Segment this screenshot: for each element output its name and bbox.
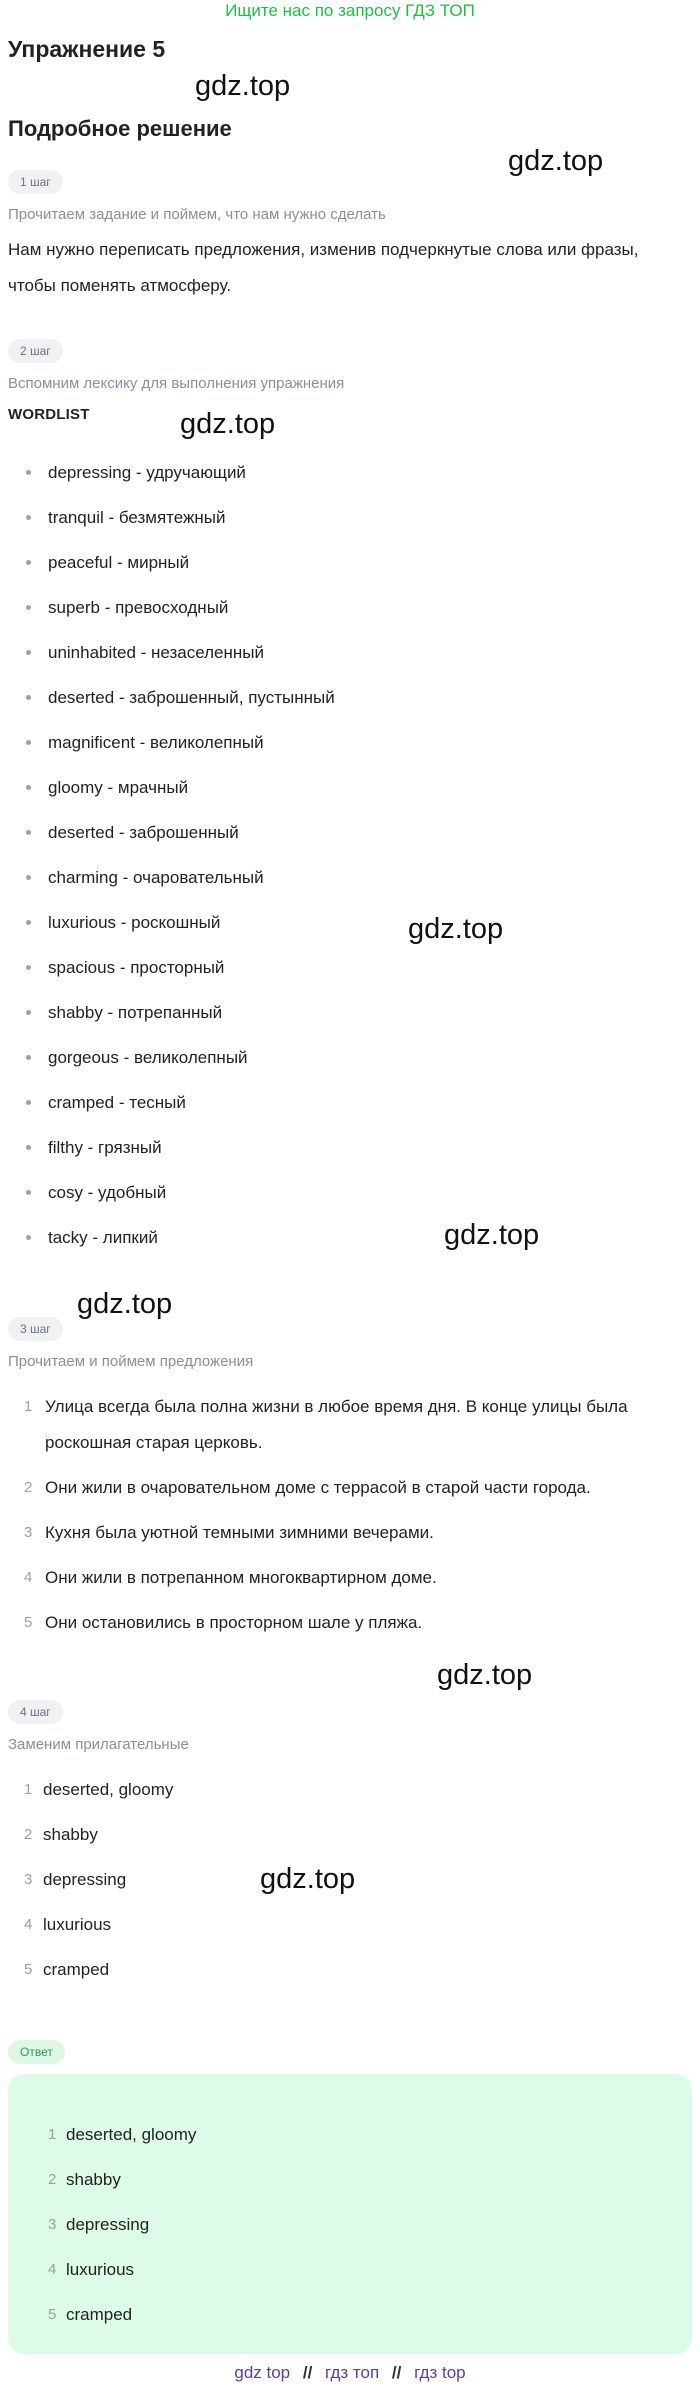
list-item xyxy=(0,900,700,945)
list-item xyxy=(0,1215,700,1260)
word-entry: filthy - грязный xyxy=(48,1138,162,1157)
word-entry: spacious - просторный xyxy=(48,958,225,977)
answer-list xyxy=(0,2112,700,2337)
word-entry: gloomy - мрачный xyxy=(48,778,189,797)
footer-link-gdz-top-ru[interactable]: гдз топ xyxy=(325,2363,380,2382)
item-number: 1 xyxy=(24,1398,33,1415)
sentence-text: Улица всегда была полна жизни в любое время дня. В конце улицы была роскошная старая церковь. xyxy=(45,1397,628,1452)
word-entry: deserted - заброшенный, пустынный xyxy=(48,688,335,707)
item-number: 3 xyxy=(24,1524,33,1541)
list-item xyxy=(0,1767,700,1812)
answer-text: shabby xyxy=(66,2170,121,2189)
list-item xyxy=(0,1556,690,1601)
step-badge: 1 шаг xyxy=(8,170,63,194)
bullet-icon xyxy=(26,650,31,655)
list-item xyxy=(0,1035,700,1080)
list-item xyxy=(0,675,700,720)
list-item xyxy=(0,990,700,1035)
list-item xyxy=(0,1902,700,1947)
wordlist xyxy=(0,450,700,1260)
bullet-icon xyxy=(26,1235,31,1240)
word-entry: cramped - тесный xyxy=(48,1093,186,1112)
list-item xyxy=(0,1601,690,1646)
bullet-icon xyxy=(26,1100,31,1105)
list-item xyxy=(0,450,700,495)
task-text: Нам нужно переписать предложения, изменив подчеркнутые слова или фразы, чтобы поменять атмосферу. xyxy=(8,240,639,295)
list-item xyxy=(0,1857,700,1902)
answer-text: luxurious xyxy=(66,2260,135,2279)
list-item xyxy=(0,540,700,585)
bullet-icon xyxy=(26,605,31,610)
bullet-icon xyxy=(26,875,31,880)
item-number: 1 xyxy=(48,2126,57,2143)
list-item xyxy=(0,720,700,765)
footer-links xyxy=(0,2360,700,2386)
step-description: Прочитаем и поймем предложения xyxy=(8,1353,254,1370)
step-description: Заменим прилагательные xyxy=(8,1736,189,1753)
list-item xyxy=(0,1511,690,1556)
bullet-icon xyxy=(26,695,31,700)
item-number: 5 xyxy=(24,1614,33,1631)
list-item xyxy=(0,765,700,810)
bullet-icon xyxy=(26,740,31,745)
bullet-icon xyxy=(26,1145,31,1150)
list-item xyxy=(0,2292,700,2337)
bullet-icon xyxy=(26,560,31,565)
sentence-text: Они жили в потрепанном многоквартирном доме. xyxy=(45,1568,437,1587)
item-number: 4 xyxy=(24,1569,33,1586)
replacement-list xyxy=(0,1767,700,1992)
word-entry: gorgeous - великолепный xyxy=(48,1048,248,1067)
word-entry: shabby - потрепанный xyxy=(48,1003,223,1022)
word-entry: superb - превосходный xyxy=(48,598,229,617)
item-number: 3 xyxy=(24,1871,33,1888)
watermark: gdz.top xyxy=(408,913,504,945)
step-description: Прочитаем задание и поймем, что нам нужно сделать xyxy=(8,206,386,223)
footer-separator: // xyxy=(302,2363,313,2382)
word-entry: depressing - удручающий xyxy=(48,463,246,482)
bullet-icon xyxy=(26,470,31,475)
replacement-text: cramped xyxy=(43,1960,110,1979)
word-entry: cosy - удобный xyxy=(48,1183,167,1202)
bullet-icon xyxy=(26,1055,31,1060)
watermark: gdz.top xyxy=(508,145,604,177)
list-item xyxy=(0,495,700,540)
footer-link-gdz-top-mixed[interactable]: гдз top xyxy=(414,2363,466,2382)
answer-text: cramped xyxy=(66,2305,133,2324)
list-item xyxy=(0,1385,690,1466)
step-badge: 3 шаг xyxy=(8,1317,63,1341)
replacement-text: shabby xyxy=(43,1825,98,1844)
bullet-icon xyxy=(26,1190,31,1195)
step-badge: 4 шаг xyxy=(8,1700,63,1724)
item-number: 2 xyxy=(24,1826,33,1843)
word-entry: uninhabited - незаселенный xyxy=(48,643,264,662)
bullet-icon xyxy=(26,830,31,835)
bullet-icon xyxy=(26,785,31,790)
word-entry: tacky - липкий xyxy=(48,1228,158,1247)
word-entry: tranquil - безмятежный xyxy=(48,508,226,527)
step-description: Вспомним лексику для выполнения упражнения xyxy=(8,375,345,392)
bullet-icon xyxy=(26,1010,31,1015)
item-number: 2 xyxy=(48,2171,57,2188)
list-item xyxy=(0,1170,700,1215)
item-number: 1 xyxy=(24,1781,33,1798)
answer-text: depressing xyxy=(66,2215,150,2234)
list-item xyxy=(0,585,700,630)
item-number: 5 xyxy=(48,2306,57,2323)
item-number: 2 xyxy=(24,1479,33,1496)
list-item xyxy=(0,810,700,855)
answer-badge: Ответ xyxy=(8,2040,65,2064)
list-item xyxy=(0,2157,700,2202)
word-entry: magnificent - великолепный xyxy=(48,733,264,752)
footer-separator: // xyxy=(391,2363,402,2382)
list-item xyxy=(0,1812,700,1857)
watermark: gdz.top xyxy=(180,408,276,440)
sentence-text: Они остановились в просторном шале у пляжа. xyxy=(45,1613,423,1632)
replacement-text: deserted, gloomy xyxy=(43,1780,174,1799)
watermark: gdz.top xyxy=(195,70,291,102)
watermark: gdz.top xyxy=(260,1863,356,1895)
item-number: 4 xyxy=(48,2261,57,2278)
item-number: 3 xyxy=(48,2216,57,2233)
item-number: 5 xyxy=(24,1961,33,1978)
footer-link-gdz-top[interactable]: gdz top xyxy=(234,2363,291,2382)
bullet-icon xyxy=(26,920,31,925)
list-item xyxy=(0,1080,700,1125)
search-banner: Ищите нас по запросу ГДЗ ТОП xyxy=(225,1,475,20)
list-item xyxy=(0,1125,700,1170)
list-item xyxy=(0,945,700,990)
item-number: 4 xyxy=(24,1916,33,1933)
word-entry: luxurious - роскошный xyxy=(48,913,221,932)
list-item xyxy=(0,2247,700,2292)
replacement-text: depressing xyxy=(43,1870,127,1889)
answer-text: deserted, gloomy xyxy=(66,2125,197,2144)
replacement-text: luxurious xyxy=(43,1915,112,1934)
list-item xyxy=(0,2112,700,2157)
list-item xyxy=(0,2202,700,2247)
watermark: gdz.top xyxy=(444,1219,540,1251)
step-badge: 2 шаг xyxy=(8,339,63,363)
watermark: gdz.top xyxy=(437,1659,533,1691)
bullet-icon xyxy=(26,515,31,520)
sentence-text: Они жили в очаровательном доме с террасой в старой части города. xyxy=(45,1478,591,1497)
list-item xyxy=(0,630,700,675)
bullet-icon xyxy=(26,965,31,970)
word-entry: charming - очаровательный xyxy=(48,868,264,887)
solution-heading: Подробное решение xyxy=(8,116,232,141)
sentence-list xyxy=(0,1385,700,1646)
exercise-title: Упражнение 5 xyxy=(8,36,166,62)
sentence-text: Кухня была уютной темными зимними вечерами. xyxy=(45,1523,434,1542)
list-item xyxy=(0,1947,700,1992)
wordlist-heading: WORDLIST xyxy=(8,406,90,423)
word-entry: peaceful - мирный xyxy=(48,553,190,572)
word-entry: deserted - заброшенный xyxy=(48,823,239,842)
list-item xyxy=(0,1466,690,1511)
watermark: gdz.top xyxy=(77,1288,173,1320)
list-item xyxy=(0,855,700,900)
